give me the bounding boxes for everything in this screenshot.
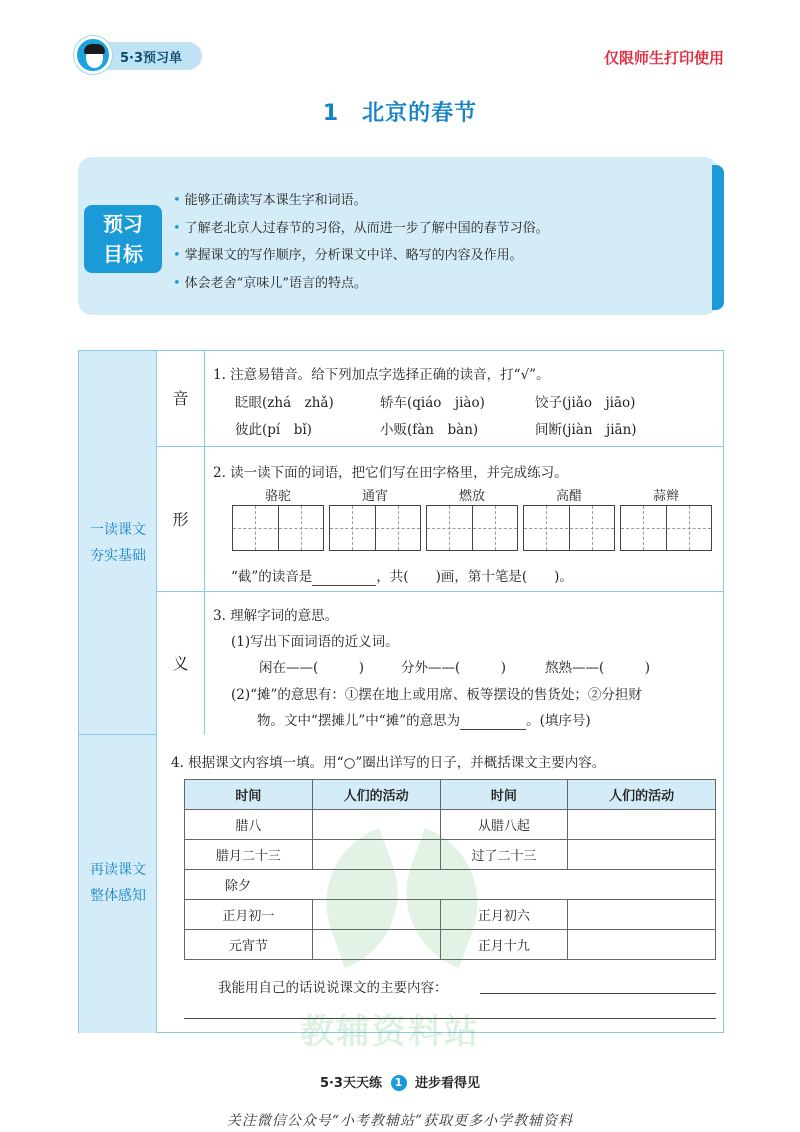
time-cell: 腊月二十三 [185, 840, 313, 870]
vocab-word: 蒜辫 [652, 489, 679, 504]
pinyin-item[interactable]: 饺子(jiǎo jiāo) [535, 395, 636, 411]
page-title: 1 北京的春节 [322, 101, 478, 126]
vocab-word: 骆驼 [264, 489, 291, 504]
goal-item: • 掌握课文的写作顺序，分析课文中详、略写的内容及作用。 [173, 248, 523, 263]
synonym-pair[interactable]: 分外——( ) [401, 660, 507, 676]
tianzige-box[interactable] [620, 505, 712, 551]
pinyin-item[interactable]: 轿车(qiáo jiào) [380, 395, 485, 411]
tianzige-box[interactable] [329, 505, 421, 551]
goals-tag: 预习 目标 [84, 205, 162, 273]
tianzige-box[interactable] [426, 505, 518, 551]
goals-box [78, 157, 718, 315]
vocab-word: 高醋 [555, 489, 582, 504]
answer-blank[interactable] [312, 569, 376, 586]
synonym-pair[interactable]: 闲在——( ) [259, 660, 365, 676]
time-cell: 过了二十三 [440, 840, 568, 870]
question-3-sub2b: 物。文中“摆摊儿”中“摊”的意思为 。(填序号) [257, 713, 591, 729]
pinyin-item[interactable]: 间断(jiàn jiān) [535, 422, 637, 438]
section1-label: 一读课文 夯实基础 [90, 522, 146, 564]
goal-item: • 能够正确读写本课生字和词语。 [173, 193, 367, 208]
pinyin-item[interactable]: 眨眼(zhá zhǎ) [235, 395, 334, 411]
question-3-sub2: (2)“摊”的意思有：①摆在地上或用席、板等摆设的售货处；②分担财 [231, 687, 642, 703]
key-yin: 音 [157, 351, 205, 447]
section1-sidebar [79, 351, 157, 735]
goal-item: • 了解老北京人过春节的习俗，从而进一步了解中国的春节习俗。 [173, 220, 549, 236]
time-cell: 正月十九 [440, 930, 568, 960]
answer-blank[interactable] [460, 713, 526, 730]
question-3: 3. 理解字词的意思。 [213, 608, 339, 624]
time-cell[interactable]: 除夕 [185, 870, 716, 900]
goals-list [173, 187, 549, 297]
table-header: 人们的活动 [568, 780, 716, 810]
summary-line[interactable] [480, 993, 716, 994]
page-footer: 5·3天天练 1 进步看得见 [319, 1076, 481, 1091]
activity-cell[interactable] [568, 810, 716, 840]
summary-prompt: 我能用自己的话说说课文的主要内容： [218, 980, 448, 996]
synonym-pair[interactable]: 熬熟——( ) [545, 660, 651, 676]
restriction-note: 仅限师生打印使用 [603, 49, 724, 67]
badge-label: 5·3预习单 [120, 51, 183, 66]
pinyin-item[interactable]: 小贩(fàn bàn) [380, 422, 479, 438]
tianzige-box[interactable] [523, 505, 615, 551]
section2-label: 再读课文 整体感知 [90, 862, 146, 904]
key-xing: 形 [157, 447, 205, 592]
watermark-text: 教辅资料站 [300, 1012, 480, 1052]
section2-sidebar [79, 735, 157, 1033]
activity-cell[interactable] [568, 840, 716, 870]
table-header: 时间 [185, 780, 313, 810]
key-yi: 义 [157, 592, 205, 735]
question-1: 1. 注意易错音。给下列加点字选择正确的读音，打“√”。 [213, 367, 550, 383]
time-cell: 腊八 [185, 810, 313, 840]
time-cell: 从腊八起 [440, 810, 568, 840]
question-3-sub1: (1)写出下面词语的近义词。 [231, 634, 399, 650]
jie-question: “截”的读音是 ，共( )画，第十笔是( )。 [231, 569, 573, 585]
time-cell: 元宵节 [185, 930, 313, 960]
vocab-word: 燃放 [458, 489, 485, 504]
question-2: 2. 读一读下面的词语，把它们写在田字格里，并完成练习。 [213, 465, 568, 481]
page-number: 1 [391, 1075, 407, 1091]
activity-cell[interactable] [568, 900, 716, 930]
bottom-note: 关注微信公众号“小考教辅站”获取更多小学教辅资料 [226, 1113, 574, 1129]
vocab-word: 通宵 [361, 489, 388, 504]
table-header: 人们的活动 [312, 780, 440, 810]
tianzige-box[interactable] [232, 505, 324, 551]
table-header: 时间 [440, 780, 568, 810]
goal-item: • 体会老舍“京味儿”语言的特点。 [173, 275, 367, 291]
goals-edge-bar [712, 165, 724, 310]
time-cell: 正月初六 [440, 900, 568, 930]
mascot-icon [74, 36, 112, 74]
time-cell: 正月初一 [185, 900, 313, 930]
pinyin-item[interactable]: 彼此(pí bǐ) [235, 422, 312, 438]
question-4: 4. 根据课文内容填一填。用“○”圈出详写的日子，并概括课文主要内容。 [171, 755, 606, 771]
activity-cell[interactable] [568, 930, 716, 960]
